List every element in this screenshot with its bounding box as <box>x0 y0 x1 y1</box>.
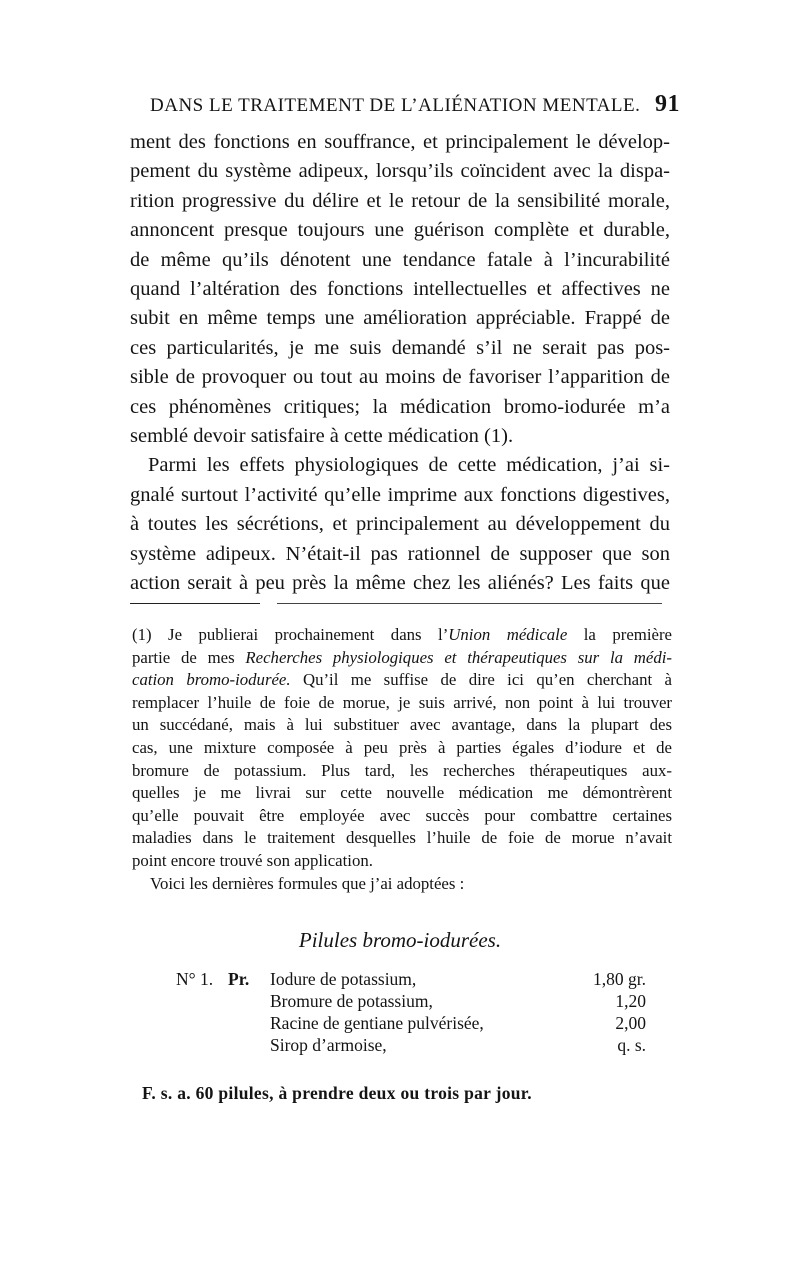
text-line: gnalé surtout l’activité qu’elle imprime aux fonctions digestives, <box>130 483 670 506</box>
footnote-line: maladies dans le traitement desquelles l’huile de foie de morue n’avait <box>132 828 672 848</box>
footnote-line <box>132 647 672 670</box>
running-title: DANS LE TRAITEMENT DE L’ALIÉNATION MENTALE. <box>150 95 641 116</box>
paragraph-2 <box>130 451 670 598</box>
text-line: pement du système adipeux, lorsqu’ils coïncident avec la dispa- <box>130 160 670 183</box>
text-line: ment des fonctions en souffrance, et principalement le dévelop- <box>130 131 670 153</box>
footnote-line: cas, une mixture composée à peu près à parties égales d’iodure et de <box>132 737 672 757</box>
formulas-intro: Voici les dernières formules que j’ai adoptées : <box>150 873 465 893</box>
footnote-line <box>132 624 672 647</box>
footnote-text: Qu’il me suffise de dire ici qu’en cherchant à <box>290 670 672 690</box>
footnote <box>132 624 672 895</box>
text-line: Parmi les effets physiologiques de cette médication, j’ai si- <box>148 454 670 477</box>
ingredient-name: Bromure de potassium, <box>270 991 433 1011</box>
page-number: 91 <box>655 91 680 117</box>
ingredient-qty: 1,80 gr. <box>593 969 646 989</box>
text-line: ces phénomènes critiques; la médication bromo-iodurée m’a <box>130 395 670 418</box>
footnote-line: qu’elle pouvait être employée avec succès pour combattre certaines <box>132 805 672 825</box>
footnote-line: point encore trouvé son application. <box>132 850 373 870</box>
footnote-text: partie de mes <box>132 647 246 667</box>
text-line: de même qu’ils dénotent une tendance fatale à l’incurabilité <box>130 248 670 271</box>
text-line: à toutes les sécrétions, et principalement au développement du <box>130 513 670 536</box>
work-title: Recherches physiologiques et thérapeutiques sur la médi- <box>245 647 672 667</box>
dosage-instruction: F. s. a. 60 pilules, à prendre deux ou trois par jour. <box>142 1083 532 1103</box>
footnote-line: quelles je me livrai sur cette nouvelle médication me démontrèrent <box>132 783 672 803</box>
footnote-line: un succédané, mais à lui substituer avec avantage, dans la plupart des <box>132 715 672 735</box>
ingredient-row <box>176 968 646 990</box>
ingredient-qty: 2,00 <box>615 1013 646 1033</box>
text-line: semblé devoir satisfaire à cette médication (1). <box>130 425 514 448</box>
ingredient-name: Racine de gentiane pulvérisée, <box>270 1013 484 1033</box>
footnote-line: bromure de potassium. Plus tard, les recherches thérapeutiques aux- <box>132 760 672 780</box>
journal-title: Union médicale <box>448 625 568 644</box>
text-line: quand l’altération des fonctions intellectuelles et affectives ne <box>130 278 670 301</box>
ingredient-name: Iodure de potassium, <box>270 969 417 989</box>
footnote-rule-long <box>277 603 662 604</box>
ingredient-qty: q. s. <box>617 1035 646 1055</box>
text-line: subit en même temps une amélioration appréciable. Frappé de <box>130 307 670 330</box>
text-line: rition progressive du délire et le retour de la sensibilité morale, <box>130 189 670 212</box>
ingredient-list <box>176 968 646 1056</box>
paragraph-1 <box>130 128 670 451</box>
footnote-line <box>132 669 672 692</box>
main-text <box>130 128 670 599</box>
footnote-rule <box>130 603 260 604</box>
formula-title: Pilules bromo-iodurées. <box>298 928 502 952</box>
ingredient-row <box>176 1034 646 1056</box>
running-header <box>150 91 680 121</box>
text-line: système adipeux. N’était-il pas rationnel de supposer que son <box>130 542 670 565</box>
footnote-text: la première <box>567 625 672 644</box>
text-line: annoncent presque toujours une guérison complète et durable, <box>130 219 670 242</box>
formula-number: N° 1. <box>176 969 214 989</box>
ingredient-row <box>176 1012 646 1034</box>
prescription-mark: Pr. <box>228 969 250 989</box>
text-line: action serait à peu près la même chez les aliénés? Les faits que <box>130 572 670 595</box>
footnote-text: (1) Je publierai prochainement dans l’ <box>132 625 449 644</box>
text-line: ces particularités, je me suis demandé s’il ne serait pas pos- <box>130 336 670 359</box>
ingredient-name: Sirop d’armoise, <box>270 1035 387 1055</box>
ingredient-row <box>176 990 646 1012</box>
ingredient-qty: 1,20 <box>615 991 646 1011</box>
footnote-line: remplacer l’huile de foie de morue, je suis arrivé, non point à lui trouver <box>132 692 672 712</box>
text-line: sible de provoquer ou tout au moins de favoriser l’apparition de <box>130 366 670 389</box>
work-title-end: cation bromo-iodurée. <box>132 670 291 690</box>
